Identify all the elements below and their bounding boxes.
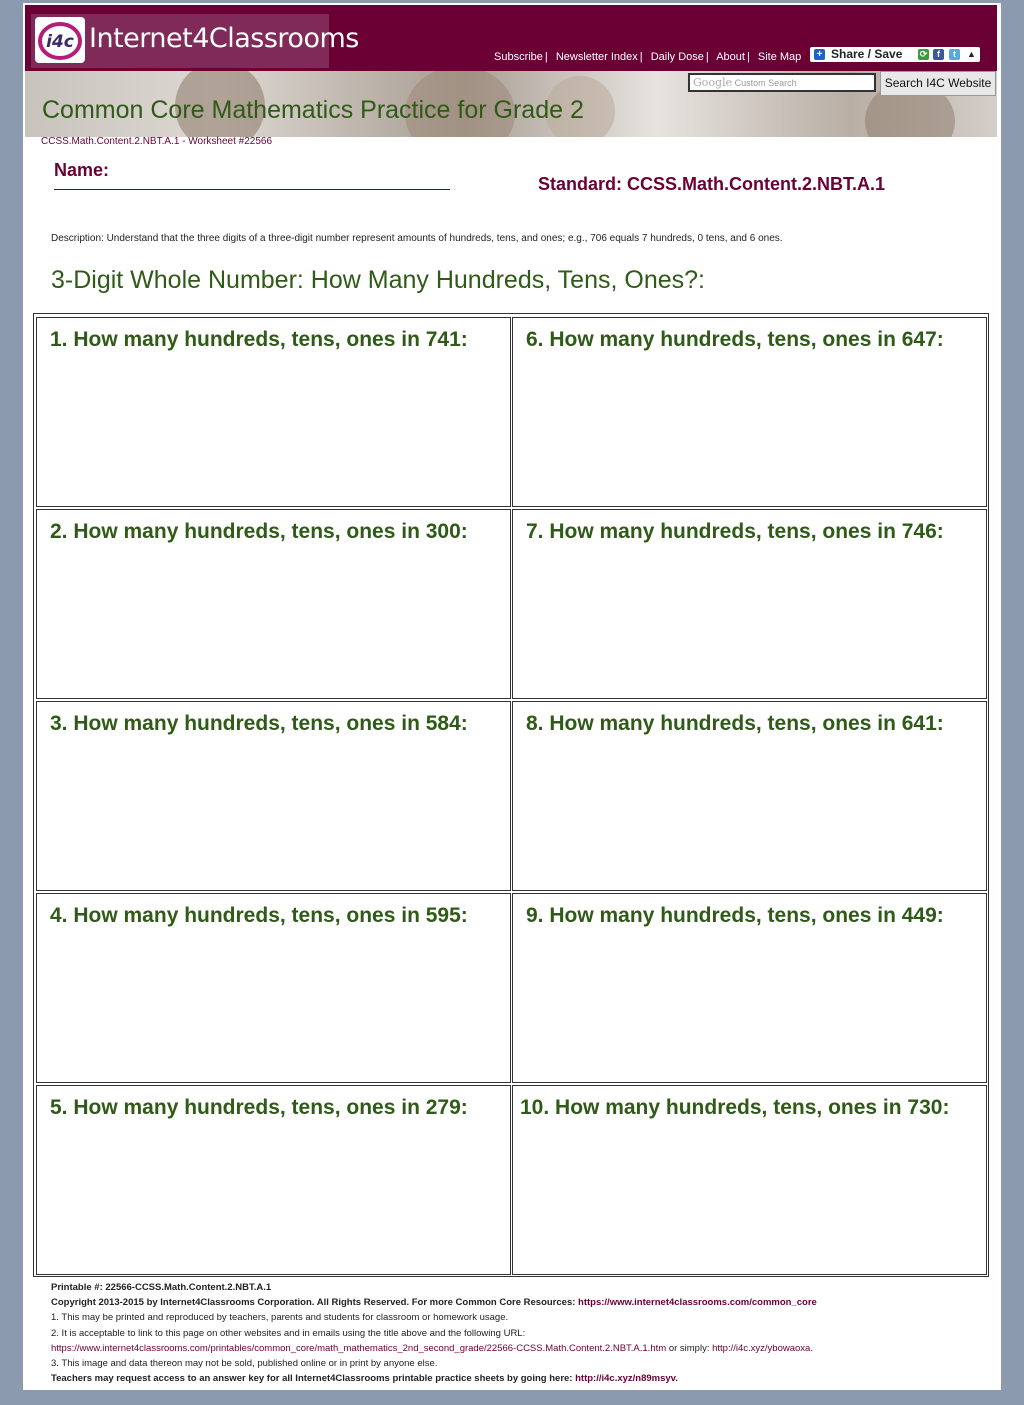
- site-logo[interactable]: [31, 14, 359, 68]
- nav-newsletter-index[interactable]: Newsletter Index: [555, 51, 638, 63]
- question-text: 9. How many hundreds, tens, ones in 449:: [526, 904, 944, 927]
- logo-text: Internet4Classrooms: [89, 23, 359, 54]
- short-url-link[interactable]: http://i4c.xyz/ybowaoxa: [712, 1342, 811, 1354]
- question-text: 8. How many hundreds, tens, ones in 641:: [526, 712, 944, 735]
- question-cell: [512, 1085, 987, 1275]
- search-placeholder: Custom Search: [734, 78, 797, 88]
- facebook-icon: f: [933, 49, 944, 60]
- question-text: 1. How many hundreds, tens, ones in 741:: [50, 328, 468, 351]
- twitter-icon: t: [949, 49, 960, 60]
- answer-key-text: Teachers may request access to an answer key for all Internet4Classrooms printable practice sheets by going here:: [51, 1373, 573, 1385]
- chevron-updown-icon: ▲: [967, 49, 976, 59]
- nav-site-map[interactable]: Site Map: [757, 51, 802, 63]
- question-cell: [512, 509, 987, 699]
- question-grid: [33, 313, 989, 1277]
- common-core-link[interactable]: https://www.internet4classrooms.com/common_core: [578, 1297, 817, 1309]
- share-label: Share / Save: [831, 47, 903, 61]
- question-text: 7. How many hundreds, tens, ones in 746:: [526, 520, 944, 543]
- worksheet-title: 3-Digit Whole Number: How Many Hundreds, Tens, Ones?:: [51, 266, 705, 294]
- question-cell: [512, 893, 987, 1083]
- page: [23, 3, 1001, 1390]
- question-cell: [512, 701, 987, 891]
- description: Description: Understand that the three digits of a three-digit number represent amounts of hundreds, tens, and ones; e.g., 706 equals 7 hundreds, 0 tens, and 6 ones.: [51, 233, 783, 244]
- question-text: 2. How many hundreds, tens, ones in 300:: [50, 520, 468, 543]
- or-simply-text: or simply:: [668, 1342, 710, 1354]
- answer-key-link[interactable]: http://i4c.xyz/n89msyv.: [575, 1373, 678, 1385]
- printable-number: Printable #: 22566-CCSS.Math.Content.2.NBT.A.1: [51, 1282, 272, 1293]
- note-2: 2. It is acceptable to link to this page on other websites and in emails using the title above and the following URL:: [51, 1327, 526, 1339]
- worksheet-url-link[interactable]: https://www.internet4classrooms.com/printables/common_core/math_mathematics_2nd_second_grade/22566-CCSS.Math.Content.2.NBT.A.1.htm: [51, 1342, 667, 1354]
- note-3: 3. This image and data thereon may not be sold, published online or in print by anyone else.: [51, 1358, 438, 1370]
- footer: Printable #: 22566-CCSS.Math.Content.2.NBT.A.1 Copyright 2013-2015 by Internet4Classrooms Corporation. All Rights Reserved. For more Common Core Resources: https://www.internet4classrooms.com/common_core 1. This may be printed and reproduced by teachers, parents and students for classroom or homework usage. 2. It is acceptable to link to this page on other websites and in emails using the title above and the following URL: https://www.internet4classrooms.com/printables/common_core/math_mathematics_2nd_second_grade/22566-CCSS.Math.Content.2.NBT.A.1.htm or simply: http://i4c.xyz/ybowaoxa. 3. This image and data thereon may not be sold, published online or in print by anyone else. Teachers may request access to an answer key for all Internet4Classrooms printable practice sheets by going here: http://i4c.xyz/n89msyv.: [51, 1280, 991, 1386]
- name-label: Name:: [54, 160, 110, 180]
- share-save-button[interactable]: [810, 47, 980, 62]
- site-header: [25, 5, 997, 71]
- share-plus-icon: +: [814, 49, 825, 60]
- question-cell: [36, 317, 511, 507]
- nav-about[interactable]: About: [716, 51, 745, 63]
- nav-daily-dose[interactable]: Daily Dose: [650, 51, 704, 63]
- logo-badge: [35, 17, 85, 63]
- question-cell: [36, 509, 511, 699]
- top-nav: Subscribe | Newsletter Index | Daily Dose | About | Site Map: [494, 51, 802, 63]
- question-text: 5. How many hundreds, tens, ones in 279:: [50, 1096, 468, 1119]
- copyright-text: Copyright 2013-2015 by Internet4Classrooms Corporation. All Rights Reserved. For more Common Core Resources:: [51, 1297, 576, 1309]
- question-cell: [36, 893, 511, 1083]
- logo-badge-text: i4c: [46, 32, 74, 52]
- question-cell: [512, 317, 987, 507]
- nav-subscribe[interactable]: Subscribe: [494, 51, 543, 63]
- search-button[interactable]: Search I4C Website: [880, 71, 996, 96]
- name-line: [54, 189, 450, 190]
- question-text: 4. How many hundreds, tens, ones in 595:: [50, 904, 468, 927]
- breadcrumb[interactable]: CCSS.Math.Content.2.NBT.A.1 - Worksheet #22566: [41, 136, 273, 147]
- question-cell: [36, 1085, 511, 1275]
- search-input[interactable]: [688, 73, 876, 92]
- question-text: 6. How many hundreds, tens, ones in 647:: [526, 328, 944, 351]
- google-logo: Google: [693, 76, 733, 89]
- note-1: 1. This may be printed and reproduced by teachers, parents and students for classroom or homework usage.: [51, 1312, 509, 1324]
- refresh-icon: ⟳: [919, 49, 928, 59]
- question-cell: [36, 701, 511, 891]
- standard-label: Standard: CCSS.Math.Content.2.NBT.A.1: [538, 174, 886, 194]
- question-text: 10. How many hundreds, tens, ones in 730:: [520, 1096, 950, 1119]
- page-title: Common Core Mathematics Practice for Grade 2: [42, 96, 584, 124]
- question-text: 3. How many hundreds, tens, ones in 584:: [50, 712, 468, 735]
